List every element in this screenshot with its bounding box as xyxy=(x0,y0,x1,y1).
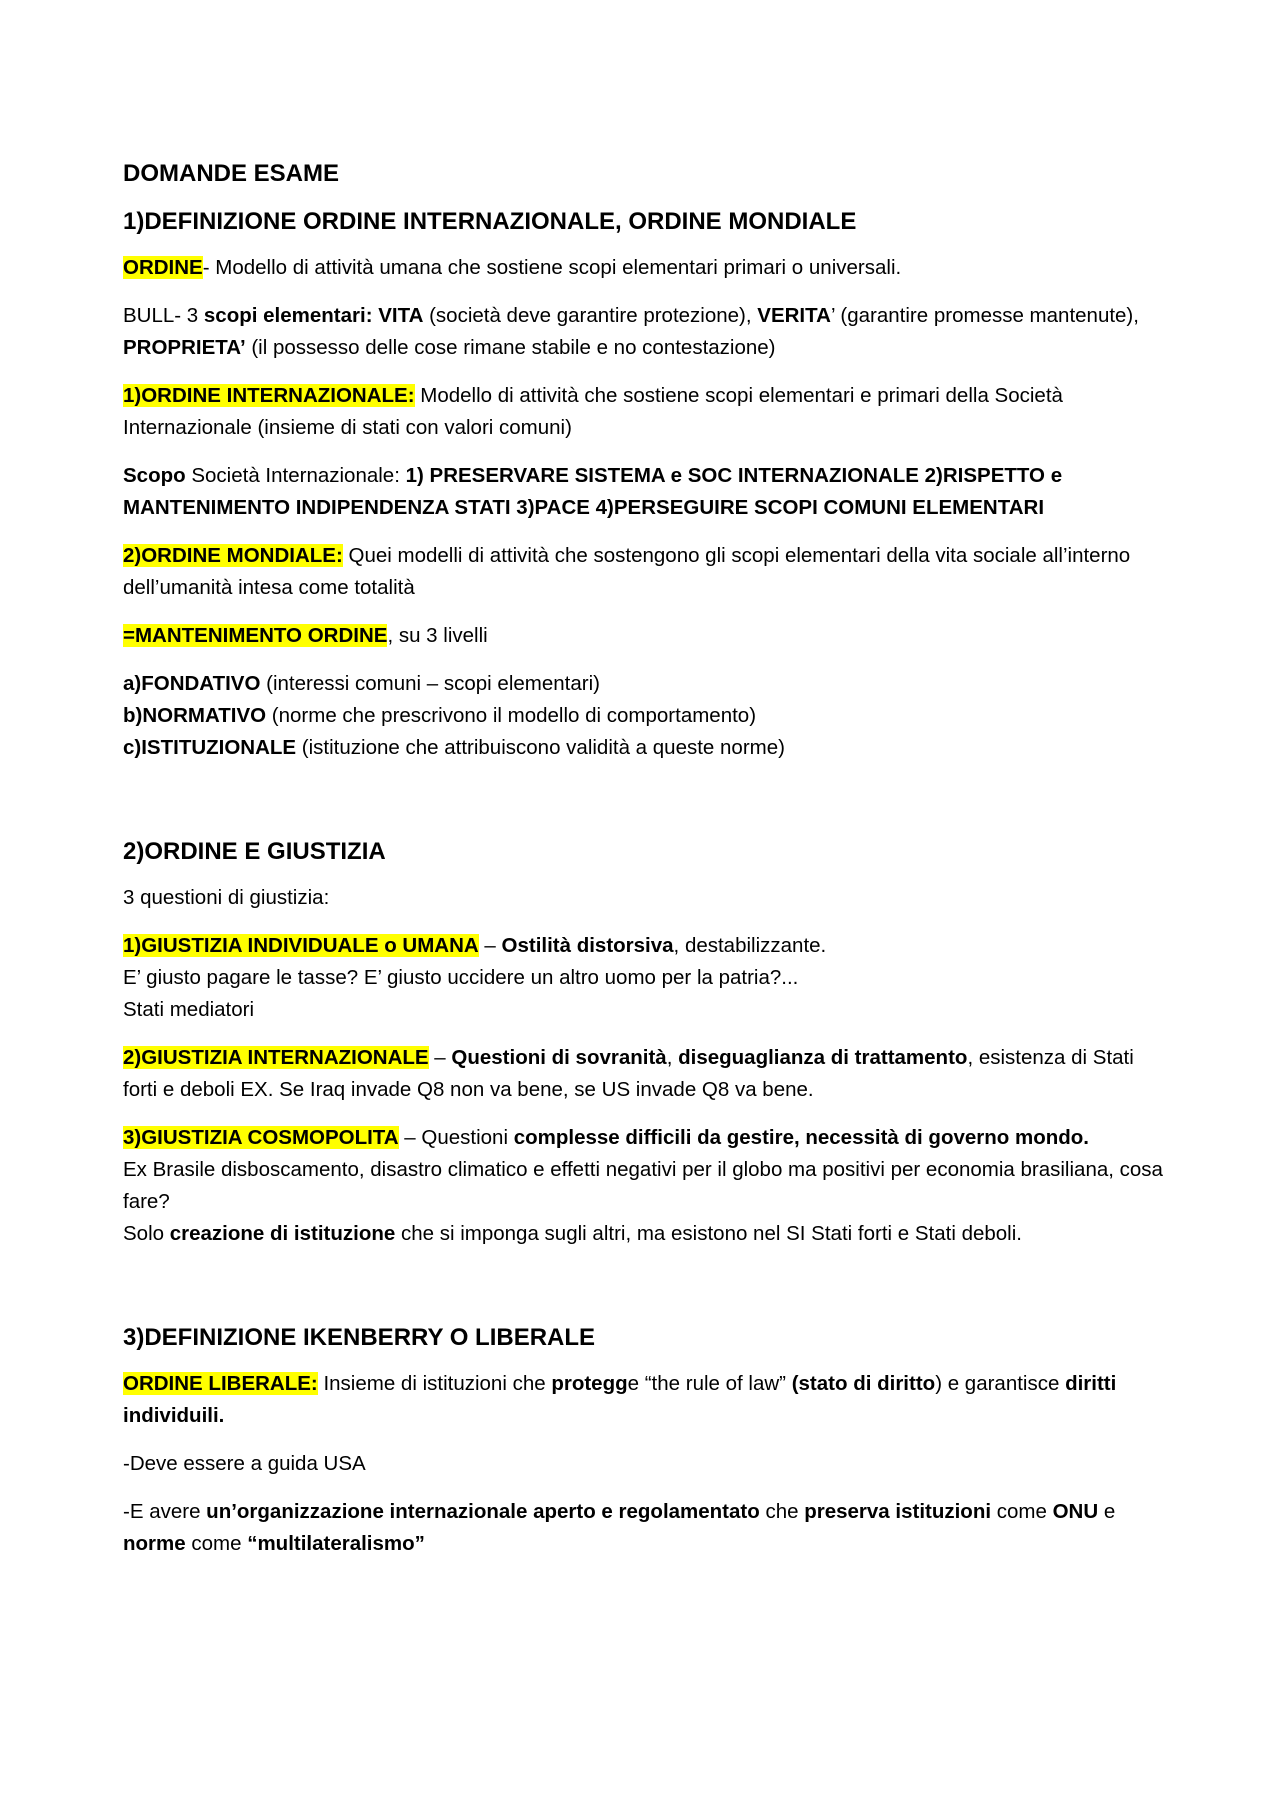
bull-proprieta-text: (il possesso delle cose rimane stabile e no contestazione) xyxy=(245,336,776,359)
document-body xyxy=(123,156,1163,1576)
ordine-label: ORDINE xyxy=(123,256,203,279)
ordine-liberale-bold: (stato di diritto xyxy=(791,1372,936,1395)
bull-paragraph xyxy=(123,300,1163,364)
giustizia-cosmopolita-label: 3)GIUSTIZIA COSMOPOLITA xyxy=(123,1126,399,1149)
scopo-list: 1) PRESERVARE SISTEMA e SOC INTERNAZIONALE 2)RISPETTO e MANTENIMENTO INDIPENDENZA STATI 3)PACE 4)PERSEGUIRE SCOPI COMUNI ELEMENTARI xyxy=(123,464,1063,519)
giustizia-cosmopolita-dash: – Questioni xyxy=(398,1126,514,1149)
giustizia-internazionale-text: , esistenza di Stati forti e deboli EX. Se Iraq invade Q8 non va bene, se US invade Q8 va bene. xyxy=(123,1046,1134,1101)
comma: , xyxy=(666,1046,679,1069)
ordine-mondiale-text: Quei modelli di attività che sostengono gli scopi elementari della vita sociale all’interno dell’umanità intesa come totalità xyxy=(123,544,1131,599)
organizzazione-text: -E avere xyxy=(123,1500,207,1523)
giustizia-individuale-bold: Ostilità distorsiva xyxy=(501,934,674,957)
level-label: c)ISTITUZIONALE xyxy=(123,736,297,759)
section-spacer xyxy=(123,1266,1163,1320)
organizzazione-text: che xyxy=(759,1500,805,1523)
ordine-liberale-text: e “the rule of law” xyxy=(627,1372,792,1395)
giustizia-internazionale-bold1: Questioni di sovranità xyxy=(451,1046,667,1069)
organizzazione-bold: “multilateralismo” xyxy=(247,1532,425,1555)
scopo-text: Società Internazionale: xyxy=(185,464,406,487)
organizzazione-bold: norme xyxy=(123,1532,186,1555)
giustizia-individuale-line3: Stati mediatori xyxy=(123,998,255,1021)
giustizia-cosmopolita-line3-bold: creazione di istituzione xyxy=(169,1222,396,1245)
organizzazione-text: come xyxy=(185,1532,248,1555)
mantenimento-label: =MANTENIMENTO ORDINE xyxy=(123,624,388,647)
level-label: a)FONDATIVO xyxy=(123,672,261,695)
bull-scopi: scopi elementari: VITA xyxy=(203,304,424,327)
levels-list xyxy=(123,668,1163,764)
ordine-definition xyxy=(123,252,1163,284)
organizzazione-text: come xyxy=(991,1500,1053,1523)
level-text: (norme che prescrivono il modello di comportamento) xyxy=(266,704,757,727)
bull-proprieta: PROPRIETA’ xyxy=(123,336,246,359)
ordine-internazionale-text: Modello di attività che sostiene scopi elementari e primari della Società Internazionale (insieme di stati con valori comuni) xyxy=(123,384,1063,439)
giustizia-internazionale-label: 2)GIUSTIZIA INTERNAZIONALE xyxy=(123,1046,429,1069)
ordine-liberale-bold: protegg xyxy=(551,1372,628,1395)
section-2-heading: 2)ORDINE E GIUSTIZIA xyxy=(123,838,386,865)
mantenimento-text: , su 3 livelli xyxy=(387,624,488,647)
ordine-liberale-text: ) e garantisce xyxy=(935,1372,1066,1395)
mantenimento-paragraph xyxy=(123,620,1163,652)
scopo-paragraph xyxy=(123,460,1163,524)
ordine-liberale-paragraph xyxy=(123,1368,1163,1432)
document-title: DOMANDE ESAME xyxy=(123,160,340,187)
giustizia-cosmopolita-line3-pre: Solo xyxy=(123,1222,170,1245)
ordine-mondiale-paragraph xyxy=(123,540,1163,604)
section-3-heading: 3)DEFINIZIONE IKENBERRY O LIBERALE xyxy=(123,1324,596,1351)
level-label: b)NORMATIVO xyxy=(123,704,267,727)
giustizia-individuale-label: 1)GIUSTIZIA INDIVIDUALE o UMANA xyxy=(123,934,479,957)
bull-vita-text: (società deve garantire protezione), xyxy=(423,304,758,327)
organizzazione-bold: ONU xyxy=(1052,1500,1099,1523)
giustizia-cosmopolita-bold: complesse difficili da gestire, necessità di governo mondo. xyxy=(513,1126,1089,1149)
ordine-text: - Modello di attività umana che sostiene scopi elementari primari o universali. xyxy=(202,256,902,279)
giustizia-cosmopolita-line2: Ex Brasile disboscamento, disastro climatico e effetti negativi per il globo ma positivi per economia brasiliana, cosa fare? xyxy=(123,1158,1163,1213)
giustizia-internazionale-paragraph xyxy=(123,1042,1163,1106)
bull-prefix: BULL- 3 xyxy=(123,304,204,327)
giustizia-individuale-line2: E’ giusto pagare le tasse? E’ giusto uccidere un altro uomo per la patria?... xyxy=(123,966,799,989)
giustizia-cosmopolita-line3-post: che si imponga sugli altri, ma esistono nel SI Stati forti e Stati deboli. xyxy=(395,1222,1022,1245)
giustizia-internazionale-bold2: diseguaglianza di trattamento xyxy=(678,1046,968,1069)
organizzazione-paragraph xyxy=(123,1496,1163,1560)
ordine-internazionale-paragraph xyxy=(123,380,1163,444)
ordine-liberale-bold: diritti individuili. xyxy=(123,1372,1117,1427)
ordine-mondiale-label: 2)ORDINE MONDIALE: xyxy=(123,544,343,567)
giustizia-cosmopolita-paragraph xyxy=(123,1122,1163,1250)
level-text: (istituzione che attribuiscono validità a queste norme) xyxy=(296,736,785,759)
section-1-heading: 1)DEFINIZIONE ORDINE INTERNAZIONALE, ORDINE MONDIALE xyxy=(123,208,857,235)
ordine-liberale-text: Insieme di istituzioni che xyxy=(317,1372,552,1395)
level-text: (interessi comuni – scopi elementari) xyxy=(260,672,600,695)
dash: – xyxy=(478,934,502,957)
dash: – xyxy=(428,1046,452,1069)
giustizia-individuale-paragraph xyxy=(123,930,1163,1026)
bull-verita-text: ’ (garantire promesse mantenute), xyxy=(830,304,1139,327)
organizzazione-bold: un’organizzazione internazionale aperto e regolamentato xyxy=(206,1500,760,1523)
organizzazione-bold: preserva istituzioni xyxy=(804,1500,992,1523)
scopo-label: Scopo xyxy=(123,464,186,487)
section-spacer xyxy=(123,780,1163,834)
guida-usa-line: -Deve essere a guida USA xyxy=(123,1452,366,1475)
bull-verita: VERITA xyxy=(757,304,831,327)
ordine-liberale-label: ORDINE LIBERALE: xyxy=(123,1372,318,1395)
ordine-internazionale-label: 1)ORDINE INTERNAZIONALE: xyxy=(123,384,415,407)
organizzazione-text: e xyxy=(1098,1500,1116,1523)
giustizia-intro: 3 questioni di giustizia: xyxy=(123,886,330,909)
giustizia-individuale-text: , destabilizzante. xyxy=(673,934,827,957)
